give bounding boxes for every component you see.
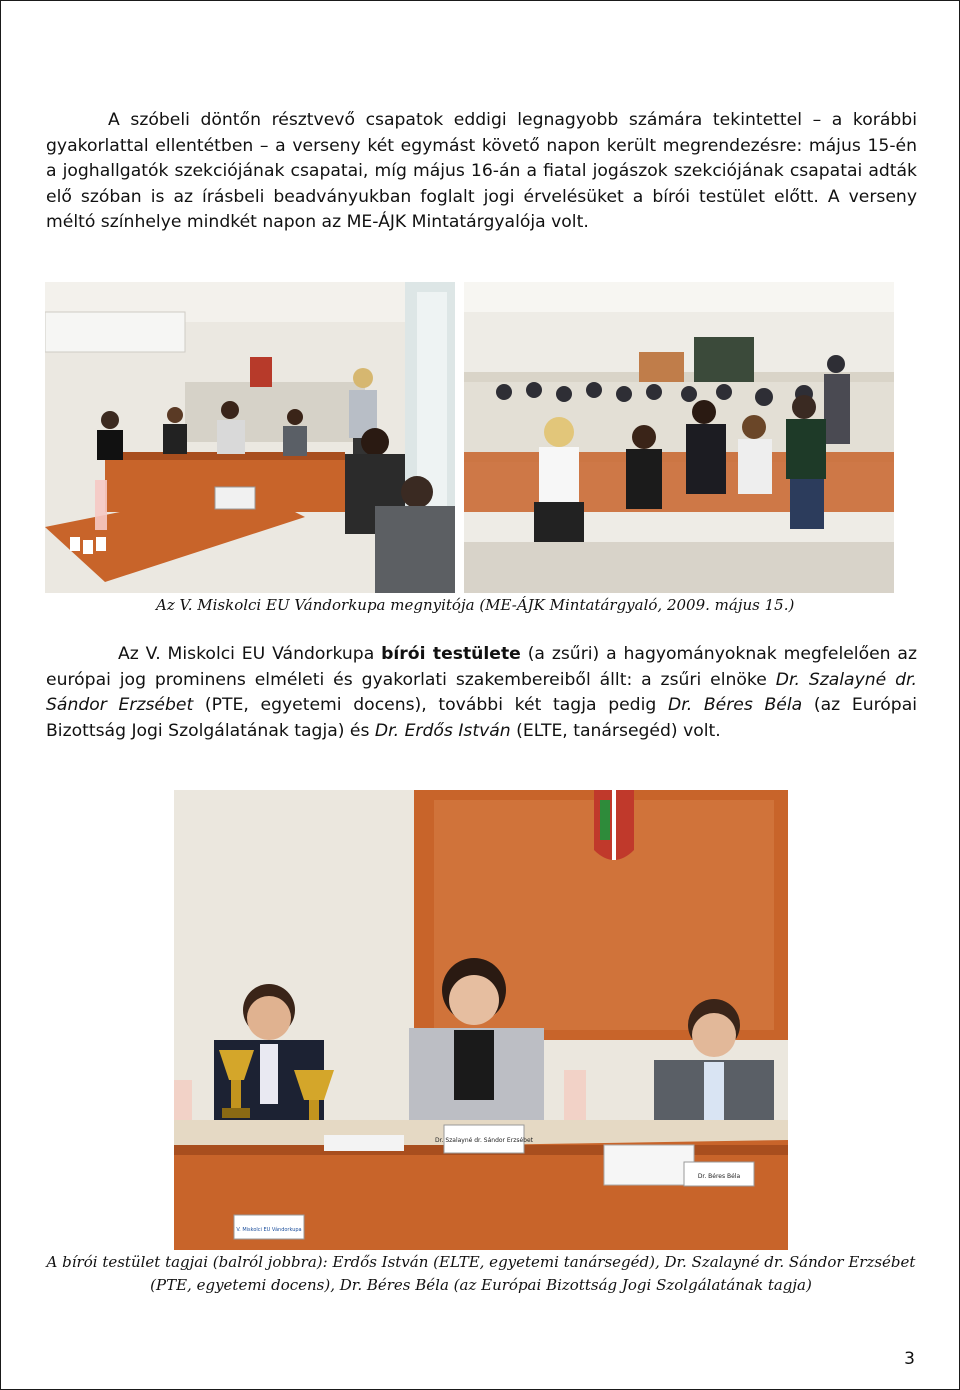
opening-ceremony-photo [45,282,455,593]
nameplate-left-text: V. Miskolci EU Vándorkupa [236,1227,302,1233]
jury-caption: A bírói testület tagjai (balról jobbra): Erdős István (ELTE, egyetemi tanársegéd), Dr. Szalayné dr. Sándor Erzsébet (PTE, egyetemi docens), Dr. Béres Béla (az Európai Bizottság Jogi Szolgálatának tagja) [46,1253,916,1294]
page-number: 3 [904,1349,915,1369]
nameplate-beres [684,1162,754,1186]
opening-caption: Az V. Miskolci EU Vándorkupa megnyitója (ME-ÁJK Mintatárgyaló, 2009. május 15.) [156,596,795,614]
jury-text-part3: (az Európai Bizottság Jogi Szolgálatának tagja) és [46,695,918,741]
jury-text-part1: (a zsűri) a hagyományoknak megfelelően az európai jog prominens elméleti és gyakorlati szakembereiből állt: a zsűri elnöke [46,644,917,690]
opening-ceremony-illustration [45,282,455,593]
audience-photo [464,282,894,593]
intro-paragraph: A szóbeli döntőn résztvevő csapatok eddigi legnagyobb számára tekintettel – a korábbi gyakorlattal ellentétben – a verseny két egymást követő napon került megrendezésre: május 15-én a joghallgatók szekciójának csapatai, míg május 16-án a fiatal jogászok szekciójának csapatai adták elő szóban is az írásbeli beadványukban foglalt jogi érvelésüket a bírói testület előtt. A verseny méltó színhelye mindkét napon az ME-ÁJK Mintatárgyalója volt. [46,110,917,233]
jury-panel-photo [174,790,788,1250]
jury-text-part2: (PTE, egyetemi docens), további két tagja pedig [193,695,668,716]
jury-chair-name: Dr. Szalayné dr. Sándor Erzsébet [46,669,917,716]
jury-panel-illustration [174,790,788,1250]
nameplate-left [234,1215,304,1239]
nameplate-szalayne-text: Dr. Szalayné dr. Sándor Erzsébet [434,1137,534,1144]
jury-paragraph [46,642,917,744]
jury-intro-text: Az V. Miskolci EU Vándorkupa [118,644,382,664]
jury-member-name-beres: Dr. Béres Béla [667,695,803,716]
jury-text-end: (ELTE, tanársegéd) volt. [510,720,721,741]
audience-illustration [464,282,894,593]
nameplate-beres-text: Dr. Béres Béla [697,1173,741,1180]
jury-bold-term: bírói testülete [381,644,521,664]
jury-member-name-erdos: Dr. Erdős István [374,720,511,741]
nameplate-szalayne [435,1125,534,1153]
